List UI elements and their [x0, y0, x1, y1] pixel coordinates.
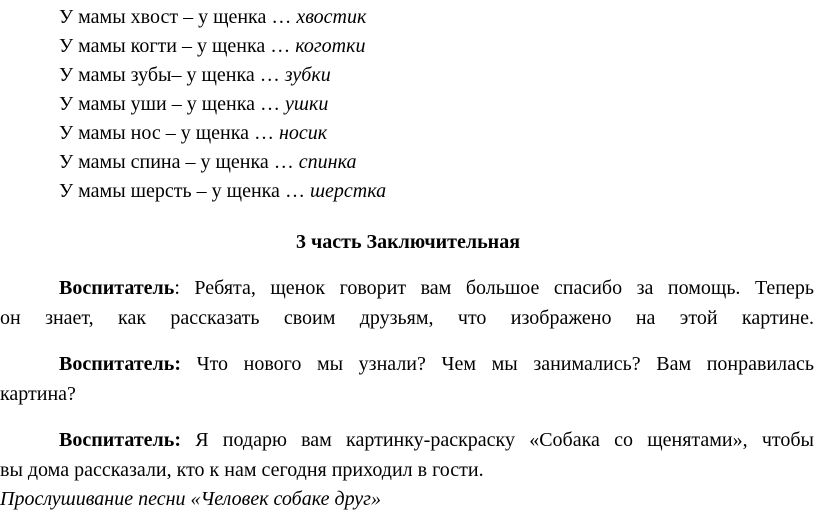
pair-line-2: [59, 34, 365, 58]
paragraph-1-line-2: он знает, как рассказать своим друзьям, что изображено на этой картине.: [0, 307, 814, 329]
pair-mother-text: У мамы спина – у щенка …: [59, 151, 294, 173]
speaker-label: Воспитатель: [59, 277, 175, 299]
paragraph-text: Что нового мы узнали? Чем мы занимались? Вам понравилась: [180, 353, 814, 375]
pair-line-3: [59, 63, 331, 87]
pair-puppy-text: коготки: [295, 35, 366, 57]
pair-puppy-text: зубки: [284, 64, 331, 86]
pair-puppy-text: ушки: [285, 93, 329, 115]
speaker-colon: :: [174, 277, 180, 299]
pair-line-6: [59, 150, 356, 174]
pair-line-7: [59, 179, 386, 203]
pair-mother-text: У мамы нос – у щенка …: [59, 122, 274, 144]
closing-line: Прослушивание песни «Человек собаке друг»: [0, 488, 381, 510]
paragraph-2-line-1: [0, 352, 814, 376]
paragraph-3-line-2: вы дома рассказали, кто к нам сегодня приходил в гости.: [0, 459, 484, 481]
pair-puppy-text: спинка: [298, 151, 357, 173]
pair-mother-text: У мамы шерсть – у щенка …: [59, 180, 305, 202]
pair-puppy-text: носик: [279, 122, 328, 144]
paragraph-3-line-1: [0, 428, 814, 452]
paragraph-text: Ребята, щенок говорит вам большое спасибо за помощь. Теперь: [179, 277, 814, 299]
pair-line-1: [59, 5, 366, 29]
paragraph-1-line-1: [0, 276, 814, 300]
paragraph-2-line-2: картина?: [0, 383, 76, 405]
speaker-label: Воспитатель:: [59, 353, 181, 375]
pair-line-5: [59, 121, 327, 145]
speaker-label: Воспитатель:: [59, 429, 181, 451]
pair-mother-text: У мамы уши – у щенка …: [59, 93, 281, 115]
pair-mother-text: У мамы когти – у щенка …: [59, 35, 291, 57]
section-heading: 3 часть Заключительная: [295, 231, 521, 253]
pair-mother-text: У мамы хвост – у щенка …: [59, 6, 292, 28]
pair-puppy-text: шерстка: [309, 180, 387, 202]
paragraph-text: Я подарю вам картинку-раскраску «Собака со щенятами», чтобы: [180, 429, 814, 451]
pair-line-4: [59, 92, 328, 116]
pair-puppy-text: хвостик: [296, 6, 367, 28]
pair-mother-text: У мамы зубы– у щенка …: [59, 64, 280, 86]
